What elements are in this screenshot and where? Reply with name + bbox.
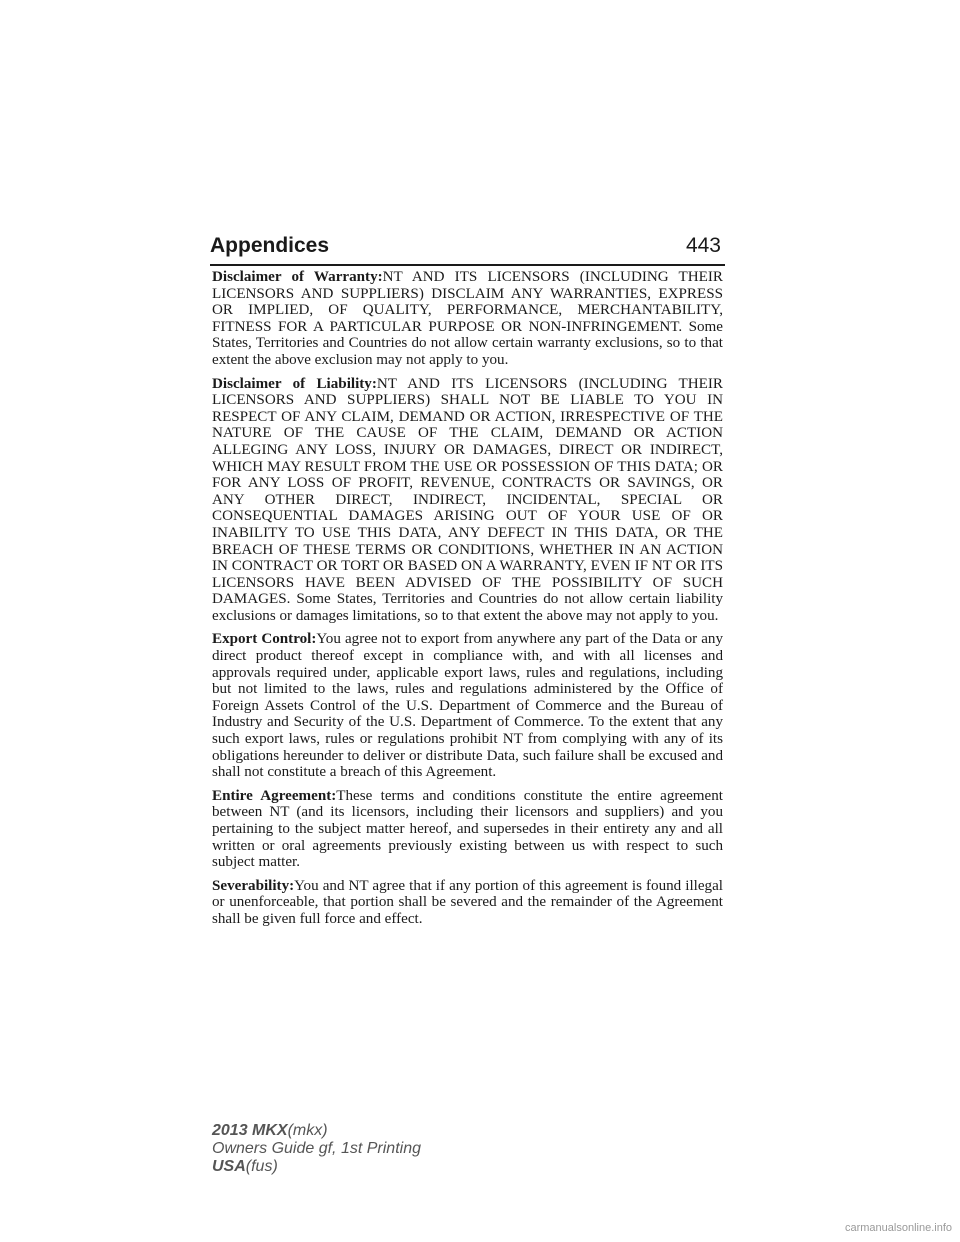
print-footer bbox=[212, 1122, 421, 1176]
paragraph-severability bbox=[212, 878, 723, 928]
footer-model-code: (mkx) bbox=[287, 1122, 328, 1139]
term-label: Severability: bbox=[212, 877, 295, 894]
watermark-link[interactable]: carmanualsonline.info bbox=[844, 1222, 952, 1234]
term-label: Disclaimer of Warranty: bbox=[212, 269, 383, 285]
paragraph-text: These terms and conditions constitute the entire agreement between NT (and its licensors, including their licensors and suppliers) and you pertaining to the subject matter hereof, and supersedes in their entirety any and all written or oral agreements previously existing between us with respect to such subject matter. bbox=[212, 787, 723, 871]
paragraph-text: NT AND ITS LICENSORS (INCLUDING THEIR LICENSORS AND SUPPLIERS) SHALL NOT BE LIABLE TO YOU IN RESPECT OF ANY CLAIM, DEMAND OR ACTION, IRRESPECTIVE OF THE NATURE OF THE CAUSE OF THE CLAIM, DEMAND OR ACTION ALLEGING ANY LOSS, INJURY OR DAMAGES, DIRECT OR INDIRECT, WHICH MAY RESULT FROM THE USE OR POSSESSION OF THIS DATA; OR FOR ANY LOSS OF PROFIT, REVENUE, CONTRACTS OR SAVINGS, OR ANY OTHER DIRECT, INDIRECT, INCIDENTAL, SPECIAL OR CONSEQUENTIAL DAMAGES ARISING OUT OF YOUR USE OF OR INABILITY TO USE THIS DATA, ANY DEFECT IN THIS DATA, OR THE BREACH OF THESE TERMS OR CONDITIONS, WHETHER IN AN ACTION IN CONTRACT OR TORT OR BASED ON A WARRANTY, EVEN IF NT OR ITS LICENSORS HAVE BEEN ADVISED OF THE POSSIBILITY OF SUCH DAMAGES. Some States, Territories and Countries do not allow certain liability exclusions or damages limitations, so to that extent the above may not apply to you. bbox=[212, 375, 723, 624]
page-header bbox=[210, 230, 725, 266]
footer-line-guide: Owners Guide gf, 1st Printing bbox=[212, 1140, 421, 1157]
paragraph-disclaimer-of-liability bbox=[212, 376, 723, 625]
document-body bbox=[212, 269, 723, 935]
footer-line-market bbox=[212, 1158, 421, 1176]
page-number: 443 bbox=[685, 234, 721, 257]
footer-line-model bbox=[212, 1122, 421, 1140]
footer-model: 2013 MKX bbox=[212, 1122, 288, 1139]
paragraph-text: You and NT agree that if any portion of this agreement is found illegal or unenforceable, that portion shall be severed and the remainder of the Agreement shall be given full force and effect. bbox=[212, 877, 723, 927]
term-label: Entire Agreement: bbox=[212, 787, 337, 804]
paragraph-entire-agreement bbox=[212, 788, 723, 871]
paragraph-text: You agree not to export from anywhere any part of the Data or any direct product thereof except in compliance with, and with all licenses and approvals required under, applicable export laws, rules and regulations, including but not limited to the laws, rules and regulations administered by the Office of Foreign Assets Control of the U.S. Department of Commerce and the Bureau of Industry and Security of the U.S. Department of Commerce. To the extent that any such export laws, rules or regulations prohibit NT from complying with any of its obligations hereunder to deliver or distribute Data, such failure shall be excused and shall not constitute a breach of this Agreement. bbox=[212, 631, 723, 781]
paragraph-text: NT AND ITS LICENSORS (INCLUDING THEIR LICENSORS AND SUPPLIERS) DISCLAIM ANY WARRANTIES, EXPRESS OR IMPLIED, OF QUALITY, PERFORMANCE, MERCHANTABILITY, FITNESS FOR A PARTICULAR PURPOSE OR NON-INFRINGEMENT. Some States, Territories and Countries do not allow certain warranty exclusions, so to that extent the above exclusion may not apply to you. bbox=[212, 269, 723, 368]
term-label: Disclaimer of Liability: bbox=[212, 375, 377, 392]
footer-market-code: (fus) bbox=[245, 1158, 278, 1175]
footer-market: USA bbox=[212, 1158, 246, 1175]
term-label: Export Control: bbox=[212, 631, 317, 648]
paragraph-export-control bbox=[212, 631, 723, 780]
paragraph-disclaimer-of-warranty bbox=[212, 269, 723, 369]
section-title: Appendices bbox=[210, 234, 330, 257]
